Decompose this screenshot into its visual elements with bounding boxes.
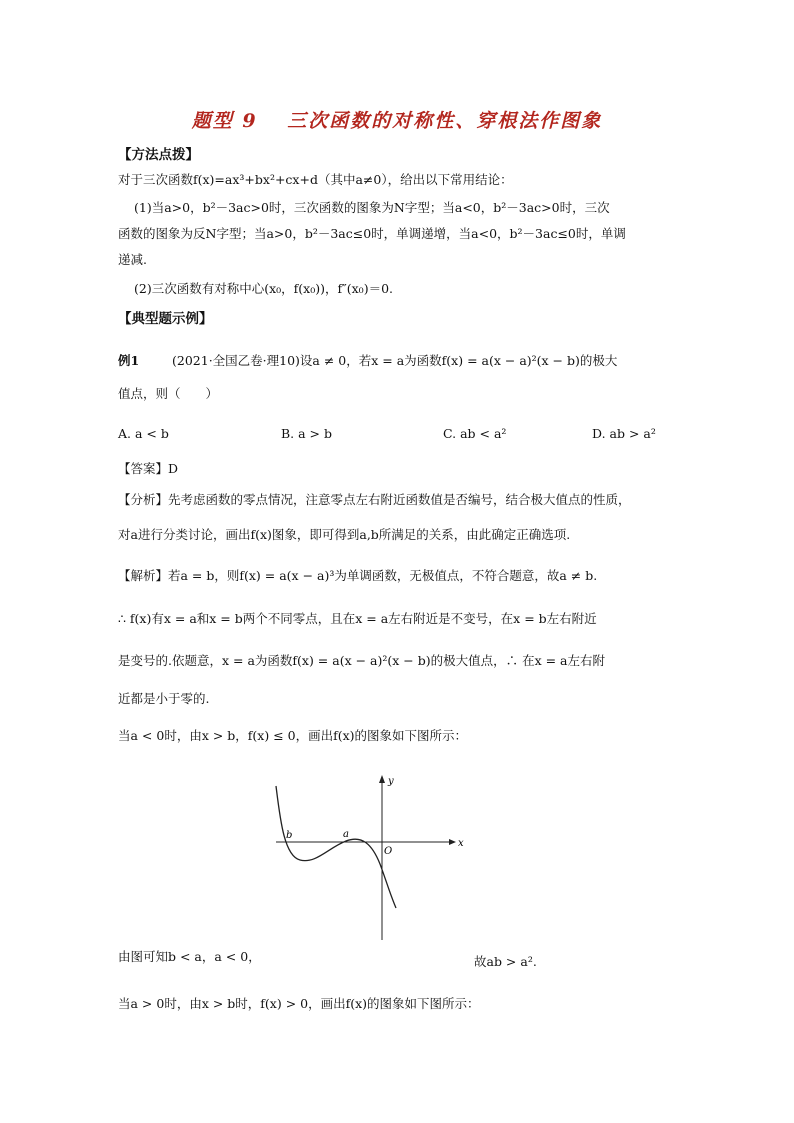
conclusion-right: 故ab > a². [474,954,537,969]
y-label: y [388,776,394,787]
intro-text: 对于三次函数f(x)=ax³+bx²+cx+d（其中a≠0），给出以下常用结论： [118,172,513,187]
page-title: 题型 9 三次函数的对称性、穿根法作图象 [191,110,603,132]
example-label: 例1 [118,353,140,368]
option-b: B. a > b [281,426,333,441]
section-heading-method: 【方法点拨】 [118,147,199,163]
section-heading-examples: 【典型题示例】 [118,311,213,327]
function-graph [262,768,472,944]
case-2-text: 当a > 0时，由x > b时，f(x) > 0，画出f(x)的图象如下图所示： [118,996,480,1011]
rule-1-line-3: 递减. [118,252,147,267]
rule-2: (2)三次函数有对称中心(x₀，f(x₀))，f″(x₀)＝0. [134,281,393,296]
origin-label: O [384,846,393,857]
x-axis-arrow [449,839,456,845]
example-stem-line-1: (2021·全国乙卷·理10)设a ≠ 0，若x = a为函数f(x) = a(x − a)²(x − b)的极大 [172,353,618,368]
solution-line-1: 【解析】若a = b，则f(x) = a(x − a)³为单调函数，无极值点，不符合题意，故a ≠ b. [118,568,598,583]
rule-1-line-2: 函数的图象为反N字型；当a>0，b²－3ac≤0时，单调递增，当a<0，b²－3ac≤0时，单调 [118,226,626,241]
solution-line-3: 是变号的.依题意，x = a为函数f(x) = a(x − a)²(x − b)的极大值点，∴ 在x = a左右附 [118,653,606,668]
analysis-line-2: 对a进行分类讨论，画出f(x)图象，即可得到a,b所满足的关系，由此确定正确选项. [118,527,571,542]
case-1-text: 当a < 0时，由x > b，f(x) ≤ 0，画出f(x)的图象如下图所示： [118,728,468,743]
y-axis-arrow [379,775,385,783]
curve [276,786,396,908]
analysis-line-1: 【分析】先考虑函数的零点情况，注意零点左右附近函数值是否编号，结合极大值点的性质， [118,492,631,507]
solution-line-4: 近都是小于零的. [118,691,210,706]
option-a: A. a < b [118,426,169,441]
example-stem-line-2: 值点，则（ ） [118,386,219,401]
rule-1-line-1: (1)当a>0，b²－3ac>0时，三次函数的图象为N字型；当a<0，b²－3ac>0时，三次 [134,200,610,215]
b-label: b [286,830,293,841]
answer: 【答案】D [118,461,179,476]
option-d: D. ab > a² [592,426,656,441]
solution-line-2: ∴ f(x)有x = a和x = b两个不同零点，且在x = a左右附近是不变号，在x = b左右附近 [118,611,597,626]
conclusion-left: 由图可知b < a，a < 0， [118,949,261,964]
x-label: x [458,838,464,849]
option-c: C. ab < a² [443,426,507,441]
a-label: a [343,829,349,840]
